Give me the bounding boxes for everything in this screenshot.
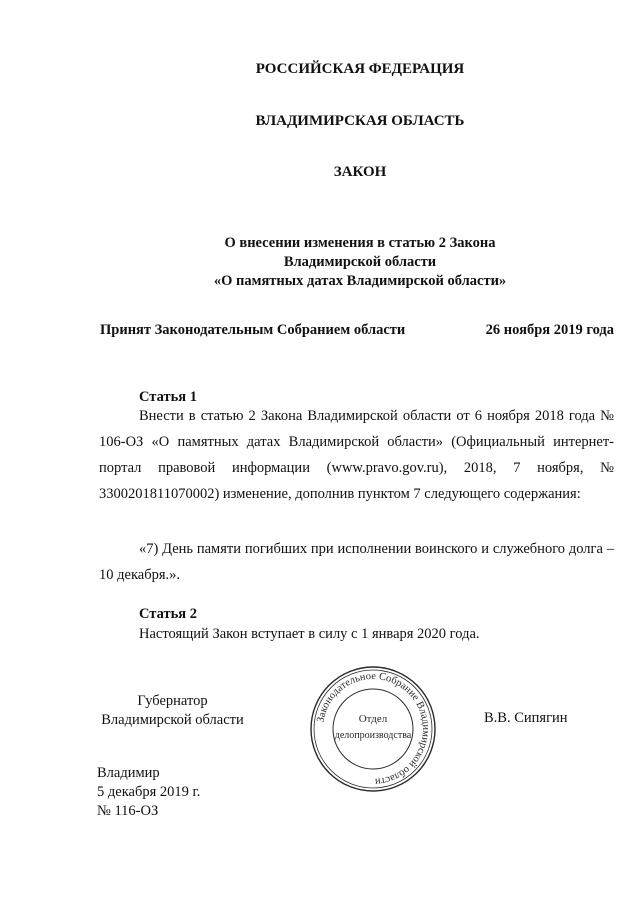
signatory-name: В.В. Сипягин xyxy=(484,710,568,726)
doc-type-heading: ЗАКОН xyxy=(333,164,387,180)
stamp-center-line-1: Отдел xyxy=(358,713,388,725)
article-1-quote xyxy=(99,536,614,588)
footer-date: 5 декабря 2019 г. xyxy=(97,784,201,800)
subject-line-1: О внесении изменения в статью 2 Закона xyxy=(224,235,496,251)
footer-number: № 116-ОЗ xyxy=(97,803,159,819)
law-subject xyxy=(150,234,570,291)
adoption-date: 26 ноября 2019 года xyxy=(485,322,614,338)
stamp-ring-text: Законодательное Собрание Владимирской области xyxy=(315,670,432,788)
article-1-text xyxy=(99,403,614,507)
article-2-text xyxy=(99,621,614,647)
signatory-position xyxy=(95,692,250,730)
adopted-by: Принят Законодательным Собранием области xyxy=(100,322,406,338)
article-1-title: Статья 1 xyxy=(139,389,197,405)
position-line-1: Губернатор xyxy=(137,693,208,709)
official-stamp xyxy=(308,664,438,794)
position-line-2: Владимирской области xyxy=(101,712,244,728)
stamp-center-line-2: делопроизводства xyxy=(334,730,412,741)
article-1-body: Внести в статью 2 Закона Владимирской области от 6 ноября 2018 года № 106-ОЗ «О памятных датах Владимирской области» (Официальный интернет-портал правовой информации (www.pravo.gov.ru), 2018, 7 ноября, № 3300201811070002) изменение, дополнив пунктом 7 следующего содержания: xyxy=(99,408,614,502)
footer-city: Владимир xyxy=(97,765,160,781)
subject-line-2: Владимирской области xyxy=(283,254,437,270)
region-heading: ВЛАДИМИРСКАЯ ОБЛАСТЬ xyxy=(255,113,465,129)
document-footer xyxy=(97,764,200,821)
country-heading: РОССИЙСКАЯ ФЕДЕРАЦИЯ xyxy=(255,61,465,77)
article-2-title: Статья 2 xyxy=(139,606,197,622)
article-2-body: Настоящий Закон вступает в силу с 1 января 2020 года. xyxy=(139,626,480,642)
subject-line-3: «О памятных датах Владимирской области» xyxy=(213,273,507,289)
article-1-quote-body: «7) День памяти погибших при исполнении воинского и служебного долга – 10 декабря.». xyxy=(99,541,614,583)
